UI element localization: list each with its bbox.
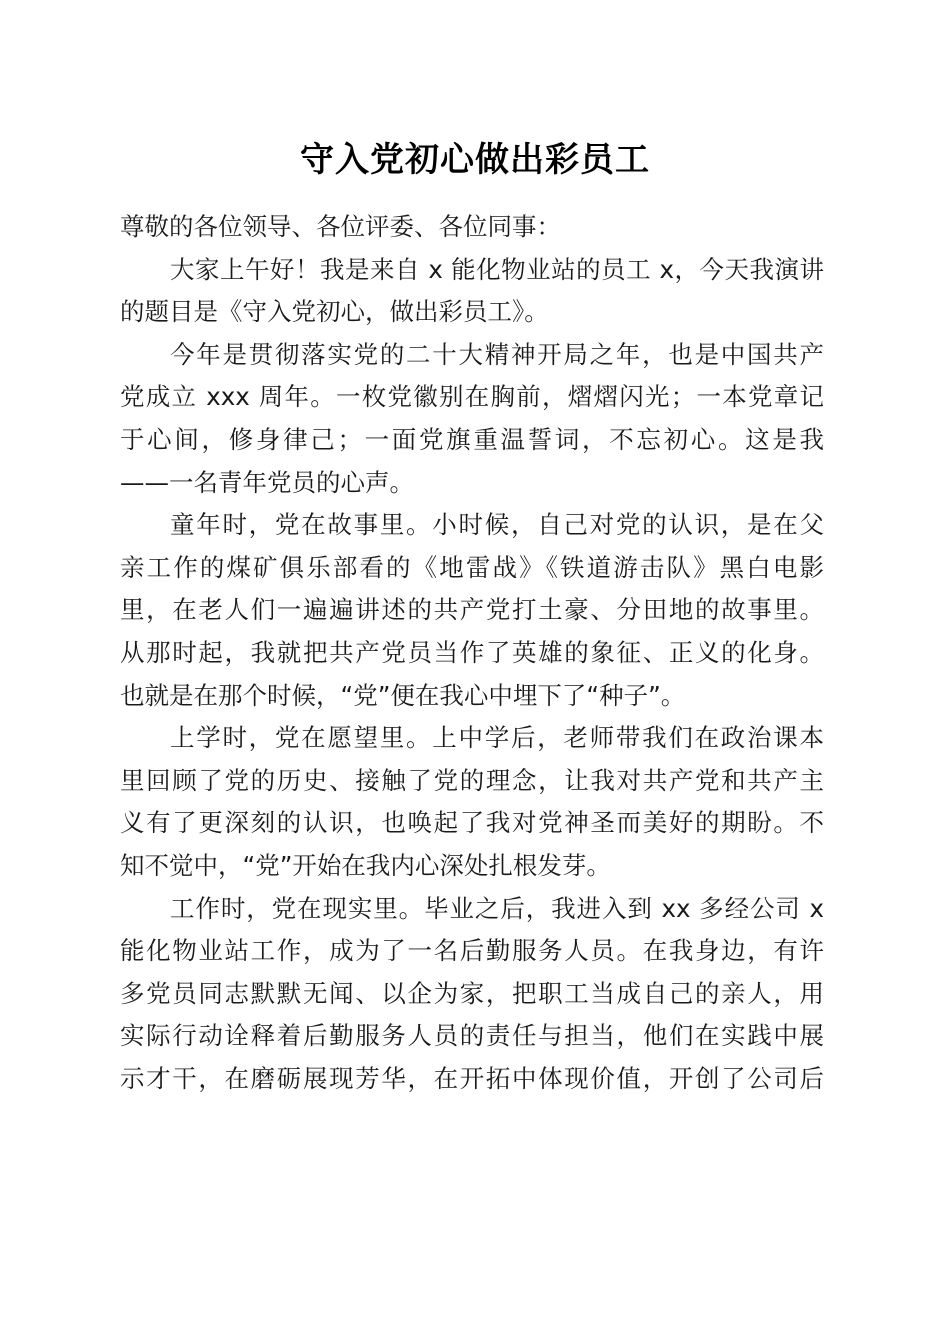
salutation: 尊敬的各位领导、各位评委、各位同事： bbox=[120, 212, 561, 241]
paragraph-5-line-4: 实际行动诠释着后勤服务人员的责任与担当，他们在实践中展 bbox=[120, 1021, 824, 1051]
paragraph-3-line-1: 童年时，党在故事里。小时候，自己对党的认识，是在父 bbox=[170, 510, 824, 540]
paragraph-3-line-5: 也就是在那个时候，“党”便在我心中埋下了“种子”。 bbox=[120, 680, 686, 710]
paragraph-2-line-1: 今年是贯彻落实党的二十大精神开局之年，也是中国共产 bbox=[170, 339, 824, 369]
paragraph-5-line-2: 能化物业站工作，成为了一名后勤服务人员。在我身边，有许 bbox=[120, 936, 824, 966]
paragraph-5-line-1: 工作时，党在现实里。毕业之后，我进入到 xx 多经公司 x bbox=[170, 893, 824, 923]
paragraph-3-line-3: 里，在老人们一遍遍讲述的共产党打土豪、分田地的故事里。 bbox=[120, 595, 824, 625]
paragraph-2-line-3: 于心间，修身律己；一面党旗重温誓词，不忘初心。这是我 bbox=[120, 424, 824, 454]
paragraph-4-line-4: 知不觉中，“党”开始在我内心深处扎根发芽。 bbox=[120, 850, 611, 880]
document-title: 守入党初心做出彩员工 bbox=[300, 140, 650, 180]
paragraph-1-line-2: 的题目是《守入党初心，做出彩员工》。 bbox=[120, 297, 549, 327]
paragraph-2-line-2: 党成立 xxx 周年。一枚党徽别在胸前，熠熠闪光；一本党章记 bbox=[120, 382, 824, 412]
paragraph-4-line-1: 上学时，党在愿望里。上中学后，老师带我们在政治课本 bbox=[170, 723, 824, 753]
paragraph-5-line-3: 多党员同志默默无闻、以企为家，把职工当成自己的亲人，用 bbox=[120, 978, 824, 1008]
paragraph-5-line-5: 示才干，在磨砺展现芳华，在开拓中体现价值，开创了公司后 bbox=[120, 1063, 824, 1093]
paragraph-3-line-2: 亲工作的煤矿俱乐部看的《地雷战》《铁道游击队》黑白电影 bbox=[120, 552, 824, 582]
document-body bbox=[120, 206, 824, 1100]
paragraph-4-line-2: 里回顾了党的历史、接触了党的理念，让我对共产党和共产主 bbox=[120, 765, 824, 795]
paragraph-4-line-3: 义有了更深刻的认识，也唤起了我对党神圣而美好的期盼。不 bbox=[120, 808, 824, 838]
paragraph-3-line-4: 从那时起，我就把共产党员当作了英雄的象征、正义的化身。 bbox=[120, 637, 824, 667]
paragraph-1-line-1: 大家上午好！我是来自 x 能化物业站的员工 x，今天我演讲 bbox=[170, 254, 824, 284]
paragraph-2-line-4: ——一名青年党员的心声。 bbox=[120, 467, 414, 497]
